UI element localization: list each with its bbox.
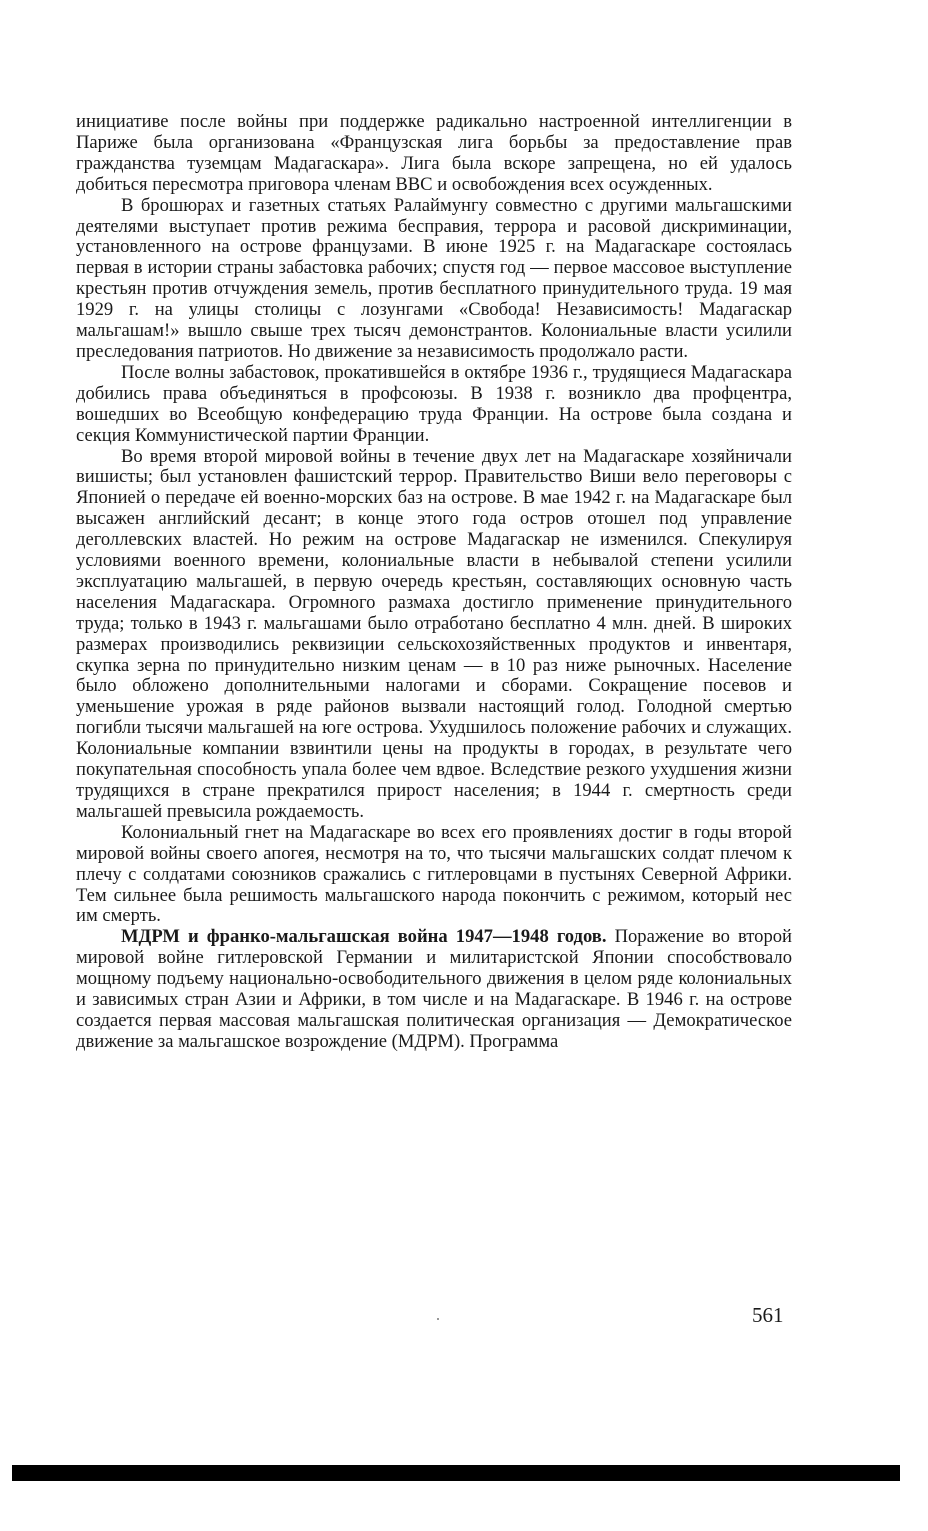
scan-edge-bar (12, 1465, 900, 1481)
paragraph-3: После волны забастовок, прокатившейся в октябре 1936 г., трудящиеся Мадагаскара добились права объединяться в профсоюзы. В 1938 г. возникло два профцентра, вошедших во Всеобщую конфедерацию труда Франции. На острове была создана и секция Коммунистической партии Франции. (76, 361, 792, 446)
paragraph-2: В брошюрах и газетных статьях Ралаймунгу совместно с другими мальгашскими деятелями выступает против режима бесправия, террора и расовой дискриминации, установленного на острове французами. В июне 1925 г. на Мадагаскаре состоялась первая в истории страны забастовка рабочих; спустя год — первое массовое выступление крестьян против отчуждения земель, против бесплатного принудительного труда. 19 мая 1929 г. на улицы столицы с лозунгами «Свобода! Независимость! Мадагаскар мальгашам!» вышло свыше трех тысяч демонстрантов. Колониальные власти усилили преследования патриотов. Но движение за независимость продолжало расти. (76, 194, 792, 362)
section-paragraph (76, 927, 792, 1052)
page-number: 561 (752, 1303, 784, 1327)
section-heading: МДРМ и франко-мальгашская война 1947—1948 годов. (121, 926, 607, 948)
body-text (76, 112, 792, 1053)
paragraph-5: Колониальный гнет на Мадагаскаре во всех его проявлениях достиг в годы второй мировой войны своего апогея, несмотря на то, что тысячи мальгашских солдат плечом к плечу с солдатами союзников сражались с гитлеровцами в пустынях Северной Африки. Тем сильнее была решимость мальгашского народа покончить с режимом, который нес им смерть. (76, 821, 792, 927)
paragraph-1: инициативе после войны при поддержке радикально настроенной интеллигенции в Париже была организована «Французская лига борьбы за предоставление прав гражданства туземцам Мадагаскара». Лига была вскоре запрещена, но ей удалось добиться пересмотра приговора членам ВВС и освобождения всех осужденных. (76, 111, 792, 195)
print-speck (437, 1318, 439, 1320)
paragraph-4: Во время второй мировой войны в течение двух лет на Мадагаскаре хозяйничали вишисты; был установлен фашистский террор. Правительство Виши вело переговоры с Японией о передаче ей военно-морских баз на острове. В мае 1942 г. на Мадагаскаре был высажен английский десант; в конце этого года остров отошел под управление деголлевских властей. Но режим на острове Мадагаскар не изменился. Спекулируя условиями военного времени, колониальные власти в небывалой степени усилили эксплуатацию мальгашей, в первую очередь крестьян, составляющих основную часть населения Мадагаскара. Огромного размаха достигло применение принудительного труда; только в 1943 г. мальгашами было отработано бесплатно 4 млн. дней. В широких размерах производились реквизиции сельскохозяйственных продуктов и инвентаря, скупка зерна по принудительно низким ценам — в 10 раз ниже рыночных. Население было обложено дополнительными налогами и сборами. Сокращение посевов и уменьшение урожая в ряде районов вызвали настоящий голод. Голодной смертью погибли тысячи мальгашей на юге острова. Ухудшилось положение рабочих и служащих. Колониальные компании взвинтили цены на продукты в городах, в результате чего покупательная способность упала более чем вдвое. Вследствие резкого ухудшения жизни трудящихся в стране прекратился прирост населения; в 1944 г. смертность среди мальгашей превысила рождаемость. (76, 445, 792, 822)
section-text: Поражение во второй мировой войне гитлеровской Германии и милитаристской Японии способствовало мощному подъему национально-освободительного движения в целом ряде колониальных и зависимых стран Азии и Африки, в том числе и на Мадагаскаре. В 1946 г. на острове создается первая массовая мальгашская политическая организация — Демократическое движение за мальгашское возрождение (МДРМ). Программа (76, 926, 793, 1052)
